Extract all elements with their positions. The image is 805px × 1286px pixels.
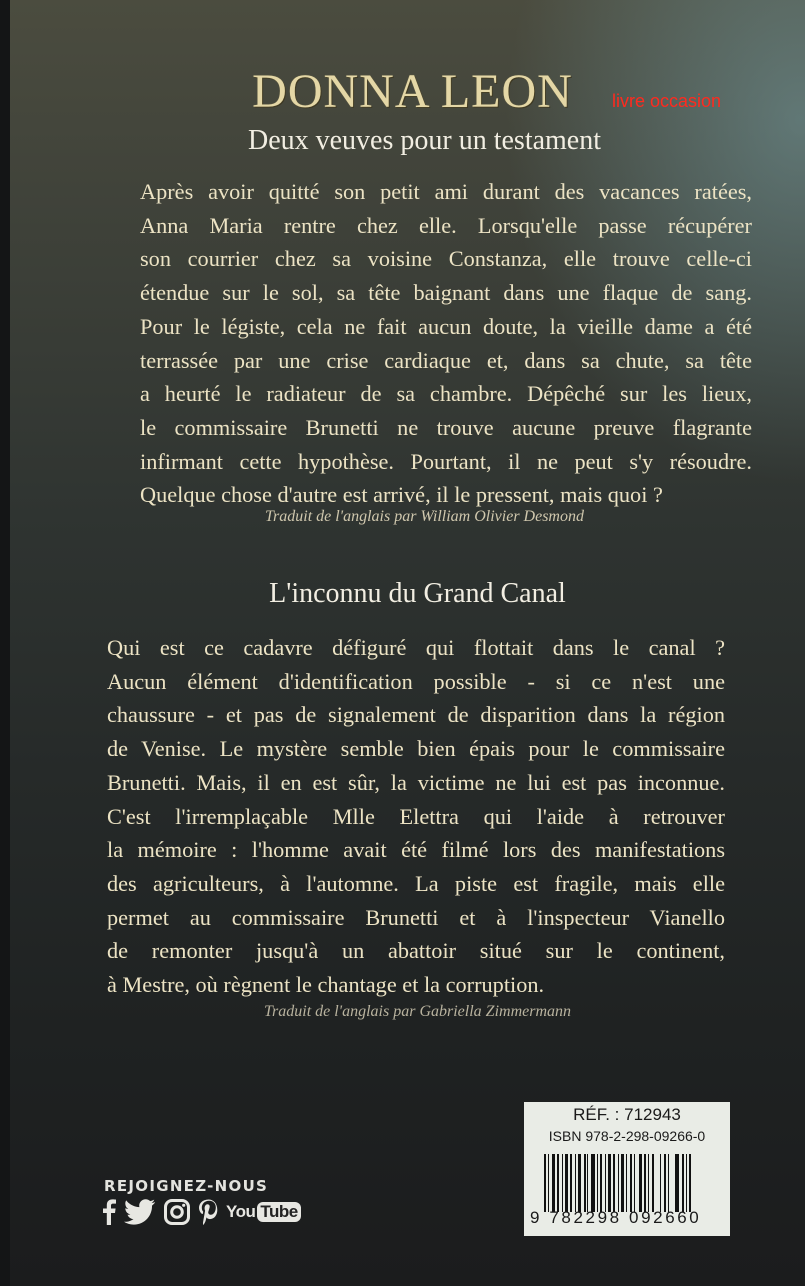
isbn-number: ISBN 978-2-298-09266-0 xyxy=(548,1128,706,1144)
blurb-line: des agriculteurs, à l'automne. La piste est fragile, mais elle xyxy=(107,870,725,896)
facebook-icon[interactable] xyxy=(102,1199,116,1225)
blurb-line: Anna Maria rentre chez elle. Lorsqu'elle passe récupérer xyxy=(140,212,752,238)
pinterest-icon[interactable] xyxy=(198,1199,218,1225)
book2-title: L'inconnu du Grand Canal xyxy=(269,578,566,609)
blurb-line: C'est l'irremplaçable Mlle Elettra qui l'aide à retrouver xyxy=(107,803,725,829)
instagram-icon[interactable] xyxy=(164,1199,190,1225)
blurb-line: la mémoire : l'homme avait été filmé lors des manifestations xyxy=(107,837,725,863)
book1-translator-credit: Traduit de l'anglais par William Olivier Desmond xyxy=(265,508,584,525)
blurb-line: a heurté le radiateur de sa chambre. Dépêché sur les lieux, xyxy=(140,381,752,407)
youtube-icon[interactable] xyxy=(226,1202,301,1222)
blurb-line: étendue sur le sol, sa tête baignant dans une flaque de sang. xyxy=(140,280,752,306)
blurb-line: Qui est ce cadavre défiguré qui flottait dans le canal ? xyxy=(107,635,725,660)
twitter-icon[interactable] xyxy=(124,1199,156,1225)
barcode xyxy=(544,1154,710,1212)
blurb-line: à Mestre, où règnent le chantage et la corruption. xyxy=(107,972,545,998)
book2-blurb xyxy=(107,631,725,1002)
book1-title: Deux veuves pour un testament xyxy=(247,125,602,156)
blurb-line: le commissaire Brunetti ne trouve aucune preuve flagrante xyxy=(140,414,752,440)
book2-translator-credit: Traduit de l'anglais par Gabriella Zimmermann xyxy=(264,1003,571,1020)
reference-number: RÉF. : 712943 xyxy=(573,1105,681,1124)
social-heading: REJOIGNEZ-NOUS xyxy=(104,1177,269,1195)
youtube-tube-text: Tube xyxy=(257,1202,300,1222)
blurb-line: Aucun élément d'identification possible - si ce n'est une xyxy=(107,668,725,694)
isbn-label xyxy=(524,1102,730,1236)
blurb-line: terrassée par une crise cardiaque et, dans sa chute, sa tête xyxy=(140,347,752,373)
blurb-line: Après avoir quitté son petit ami durant des vacances ratées, xyxy=(140,179,752,204)
blurb-line: de Venise. Le mystère semble bien épais pour le commissaire xyxy=(107,736,725,762)
blurb-line: son courrier chez sa voisine Constanza, elle trouve celle-ci xyxy=(140,246,752,272)
blurb-line: infirmant cette hypothèse. Pourtant, il ne peut s'y résoudre. xyxy=(140,448,752,474)
book1-blurb xyxy=(140,175,752,512)
blurb-line: Brunetti. Mais, il en est sûr, la victime ne lui est pas inconnue. xyxy=(107,769,725,795)
blurb-line: de remonter jusqu'à un abattoir situé sur le continent, xyxy=(107,938,725,964)
blurb-line: Quelque chose d'autre est arrivé, il le pressent, mais quoi ? xyxy=(140,482,663,508)
author-name: DONNA LEON xyxy=(252,65,573,118)
social-icons xyxy=(102,1199,301,1225)
blurb-line: permet au commissaire Brunetti et à l'inspecteur Vianello xyxy=(107,904,725,930)
blurb-line: chaussure - et pas de signalement de disparition dans la région xyxy=(107,702,725,728)
used-book-stamp: livre occasion xyxy=(612,91,722,111)
blurb-line: Pour le légiste, cela ne fait aucun doute, la vieille dame a été xyxy=(140,313,752,339)
ean-number: 9 782298 092660 xyxy=(530,1208,702,1227)
youtube-you-text: You xyxy=(226,1202,256,1221)
